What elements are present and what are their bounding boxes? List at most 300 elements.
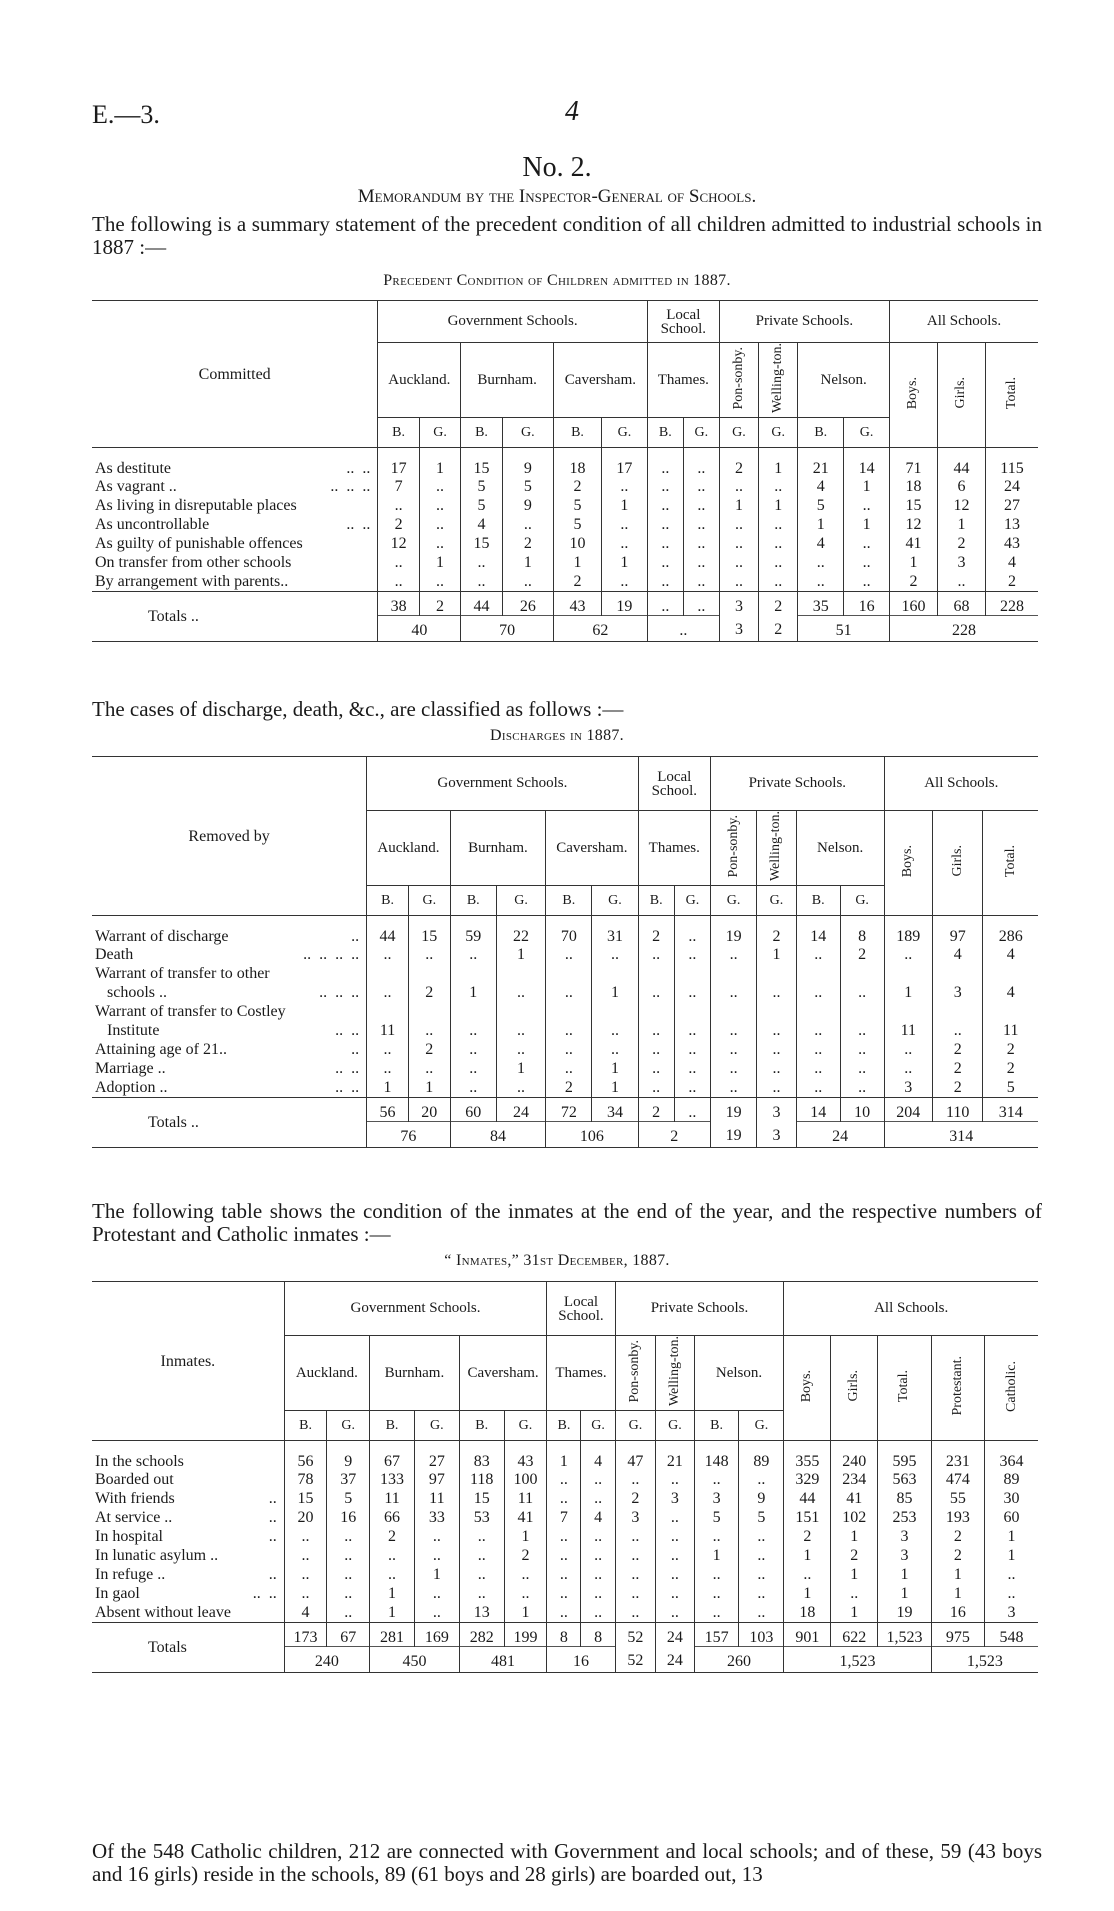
t1-subhead-0: B. [378,418,419,448]
table-cell: .. [547,1470,581,1489]
table-cell: .. [461,553,502,572]
table-cell: .. [592,945,638,964]
totals-label: Totals .. [92,591,378,641]
table-cell: .. [419,496,460,515]
t2-school-auckland: Auckland. [367,811,451,886]
table-cell: .. [759,477,798,496]
inmates-sentence: The following table shows the condition of the inmates at the end of the year, and the respective numbers of Protestant and Catholic inmates :— [92,1199,1042,1246]
table-cell: .. [408,1059,450,1078]
table-cell: 189 [884,916,932,946]
table-cell: 44 [937,448,985,478]
table-cell: .. [844,496,890,515]
table-cell: 1 [502,553,553,572]
table1-rowhead: Committed [92,301,378,448]
table-cell: .. [739,1565,784,1584]
table-cell: .. [450,1021,496,1040]
totals-cell: 52 [615,1622,656,1646]
table-cell: 5 [554,515,602,534]
table-cell: .. [674,916,710,946]
row-label-text: Institute [95,1022,160,1040]
table-cell: .. [647,496,683,515]
table-cell: 83 [459,1441,504,1471]
totals-cell: 173 [284,1622,327,1646]
table-cell: 20 [284,1508,327,1527]
table-cell: 1 [784,1546,831,1565]
row-label-text: Attaining age of 21.. [95,1041,227,1059]
t3-school-nelson: Nelson. [694,1336,784,1411]
table-cell: 3 [878,1546,931,1565]
t2-all-total: Total. [1002,844,1018,878]
precedent-condition-table [92,300,1038,642]
table-cell: 37 [327,1470,370,1489]
table-cell: 3 [884,1078,932,1097]
totals-cell: 14 [796,1097,840,1121]
totals-cell: 157 [694,1622,739,1646]
table-row [92,983,1038,1002]
totals-cell: 35 [798,591,844,615]
table-cell: 41 [831,1489,878,1508]
row-label-dots: .. [351,1041,360,1059]
table-cell: 7 [378,477,419,496]
row-label-text: As destitute [95,460,171,478]
table-cell: 22 [496,916,545,946]
table-cell: .. [284,1527,327,1546]
table-cell: .. [694,1584,739,1603]
table-cell: .. [459,1584,504,1603]
table-cell: 1 [496,1059,545,1078]
table-cell: .. [638,1059,674,1078]
table-cell: 2 [502,534,553,553]
table-cell: 595 [878,1441,931,1471]
table-cell: 18 [784,1603,831,1622]
table-cell: .. [844,572,890,591]
table-cell: .. [656,1603,694,1622]
combined-total: 3 [757,1121,797,1147]
table-cell: .. [932,1021,983,1040]
row-label-dots: .. .. [335,1022,360,1040]
table-cell: .. [546,1059,592,1078]
row-label [92,1470,284,1489]
table-cell: .. [757,1021,797,1040]
table-cell: 2 [408,1040,450,1059]
row-label-text: As living in disreputable places [95,497,297,515]
t1-group-private: Private Schools. [719,301,889,343]
table-cell: .. [656,1565,694,1584]
table-cell: .. [647,515,683,534]
t3-all-boys: Boys. [799,1369,815,1403]
table-cell: .. [719,553,758,572]
table-row [92,1565,1038,1584]
table-cell: 21 [798,448,844,478]
combined-total: 76 [367,1121,451,1147]
row-label-dots: .. .. [252,1585,277,1603]
table-cell: .. [638,1040,674,1059]
table-cell: .. [327,1603,370,1622]
table-cell: 53 [459,1508,504,1527]
row-label [92,1565,284,1584]
t3-subhead-9: G. [656,1411,694,1441]
table-cell: .. [694,1470,739,1489]
table-cell: .. [408,945,450,964]
table-cell: 148 [694,1441,739,1471]
table-cell: 364 [985,1441,1038,1471]
table-cell: .. [757,1040,797,1059]
table-cell: .. [674,1059,710,1078]
table-cell: 1 [831,1565,878,1584]
table-cell: 231 [931,1441,984,1471]
table-cell: 70 [546,916,592,946]
table-cell: 89 [985,1470,1038,1489]
row-label-text: On transfer from other schools [95,554,292,572]
row-label-text: By arrangement with parents.. [95,572,289,590]
table-row [92,964,1038,983]
table-cell: .. [840,1059,884,1078]
table-cell: 16 [327,1508,370,1527]
table-cell: .. [759,553,798,572]
table2-rowhead: Removed by [92,757,367,916]
table-cell: .. [638,983,674,1002]
table-cell: .. [759,515,798,534]
table-cell: 2 [554,572,602,591]
t1-subhead-1: G. [419,418,460,448]
combined-total: 84 [450,1121,546,1147]
table-row [92,572,1038,591]
row-label [92,1584,284,1603]
row-label-text: Warrant of transfer to other [95,965,270,983]
table-cell: .. [367,945,409,964]
table-cell [840,1002,884,1021]
t2-group-all: All Schools. [884,757,1038,811]
table-cell: 2 [931,1546,984,1565]
totals-cell: 199 [504,1622,547,1646]
table-row [92,1441,1038,1471]
table-cell: .. [581,1584,615,1603]
row-label-text: Warrant of discharge [95,928,229,946]
combined-total: 1,523 [784,1646,931,1672]
table-cell: 56 [284,1441,327,1471]
table-cell: .. [419,534,460,553]
table-cell: .. [739,1527,784,1546]
table-cell: 3 [694,1489,739,1508]
table-cell: .. [985,1584,1038,1603]
table-cell: 1 [419,448,460,478]
table-cell: .. [615,1527,656,1546]
combined-total: 240 [284,1646,369,1672]
row-label-text: In hospital [95,1528,163,1546]
table-cell: 9 [739,1489,784,1508]
table-cell: .. [408,1021,450,1040]
t3-subhead-5: G. [504,1411,547,1441]
table-cell: 14 [796,916,840,946]
table-cell: .. [647,477,683,496]
table-cell: 3 [878,1527,931,1546]
inmates-table [92,1281,1038,1673]
table-cell: 97 [414,1470,459,1489]
table-cell: 1 [844,515,890,534]
row-label-text: In lunatic asylum .. [95,1547,219,1565]
row-label [92,534,378,553]
table-cell: .. [327,1546,370,1565]
table-cell: 67 [370,1441,415,1471]
table-cell: .. [711,1021,757,1040]
row-label [92,553,378,572]
table-cell: .. [796,983,840,1002]
t3-all-protestant: Protestant. [949,1356,965,1416]
table-row [92,496,1038,515]
row-label [92,515,378,534]
t2-subhead-2: B. [450,886,496,916]
t2-subhead-10: B. [796,886,840,916]
table-cell: .. [739,1603,784,1622]
table-cell: 2 [983,1040,1038,1059]
table-cell: .. [796,1040,840,1059]
row-label-text: Marriage .. [95,1060,166,1078]
table-cell: .. [461,572,502,591]
table-cell: 2 [985,572,1038,591]
t2-subhead-3: G. [496,886,545,916]
t1-subhead-5: G. [602,418,648,448]
t2-subhead-1: G. [408,886,450,916]
table-cell [408,964,450,983]
table-cell: 1 [602,496,648,515]
table-row [92,1603,1038,1622]
table-cell: 1 [884,983,932,1002]
table-cell: 102 [831,1508,878,1527]
table-cell: 240 [831,1441,878,1471]
table-cell: 12 [889,515,937,534]
table-cell: 11 [367,1021,409,1040]
t2-subhead-11: G. [840,886,884,916]
table-cell: .. [844,534,890,553]
row-label-text: As guilty of punishable offences [95,535,303,553]
table-cell: 1 [831,1603,878,1622]
table-cell: .. [656,1546,694,1565]
table-cell: .. [615,1546,656,1565]
table-row [92,1489,1038,1508]
table-cell: 5 [694,1508,739,1527]
table-cell: 3 [985,1603,1038,1622]
t3-subhead-3: G. [414,1411,459,1441]
table-cell: 4 [983,945,1038,964]
table-cell: 11 [504,1489,547,1508]
table-cell [496,1002,545,1021]
table-cell: 1 [831,1527,878,1546]
row-label-dots: .. .. [335,1060,360,1078]
page-number: 4 [565,96,579,127]
table-cell: 1 [504,1527,547,1546]
table-cell: .. [674,1078,710,1097]
table-cell: .. [419,515,460,534]
table-cell [796,964,840,983]
t3-subhead-0: B. [284,1411,327,1441]
table-cell: .. [496,1021,545,1040]
table-cell: 97 [932,916,983,946]
table-cell: .. [683,477,719,496]
table-cell: 2 [615,1489,656,1508]
table-cell: .. [378,553,419,572]
table-cell: 2 [719,448,758,478]
t1-subhead-2: B. [461,418,502,448]
table-cell: .. [615,1603,656,1622]
totals-cell: 1,523 [878,1622,931,1646]
table-cell: .. [419,477,460,496]
table-cell: .. [327,1565,370,1584]
row-label-text: Adoption .. [95,1078,168,1096]
table-cell: .. [367,1040,409,1059]
table-cell: .. [615,1565,656,1584]
totals-cell: 24 [496,1097,545,1121]
table-cell: 19 [878,1603,931,1622]
table-cell: .. [504,1565,547,1584]
table-cell: 43 [985,534,1038,553]
combined-total: 24 [656,1646,694,1672]
table-cell: .. [284,1546,327,1565]
table-row [92,1584,1038,1603]
table-cell [711,964,757,983]
totals-cell: .. [647,591,683,615]
table-cell: .. [884,1059,932,1078]
table-cell: 10 [554,534,602,553]
row-label-text: With friends [95,1490,175,1508]
totals-cell: .. [683,591,719,615]
table-cell [592,1002,638,1021]
t1-group-all: All Schools. [889,301,1038,343]
table-cell: 11 [370,1489,415,1508]
table-row [92,1527,1038,1546]
t1-subhead-7: G. [683,418,719,448]
totals-cell: 38 [378,591,419,615]
table-row [92,1508,1038,1527]
row-label [92,945,367,964]
table-cell [546,964,592,983]
totals-cell: 314 [983,1097,1038,1121]
totals-cell: 103 [739,1622,784,1646]
table-cell: .. [647,553,683,572]
t3-group-private: Private Schools. [615,1282,784,1336]
table-cell: .. [719,572,758,591]
table-cell [711,1002,757,1021]
totals-cell: 2 [638,1097,674,1121]
table-cell: .. [759,572,798,591]
table-cell: .. [450,1059,496,1078]
closing-paragraph: Of the 548 Catholic children, 212 are connected with Government and local schools; and of these, 59 (43 boys and 16 girls) reside in the schools, 89 (61 boys and 28 girls) are boarded out, 13 [92,1839,1042,1886]
totals-cell: 622 [831,1622,878,1646]
t3-school-wellington: Welling-ton. [666,1336,682,1407]
table-cell: 1 [798,515,844,534]
table-cell: 6 [937,477,985,496]
row-label-dots: .. [268,1566,277,1584]
table-cell: .. [719,477,758,496]
table-cell: .. [450,1078,496,1097]
table-cell: 4 [798,534,844,553]
table-cell: 2 [932,1040,983,1059]
t3-subhead-7: G. [581,1411,615,1441]
table-cell: 21 [656,1441,694,1471]
table-cell: 15 [284,1489,327,1508]
table-cell: .. [683,572,719,591]
table-cell: .. [796,1021,840,1040]
table-cell: 1 [592,1059,638,1078]
table-cell: .. [694,1565,739,1584]
table-cell: .. [581,1546,615,1565]
table-cell [884,964,932,983]
table1-caption: Precedent Condition of Children admitted in 1887. [383,272,731,289]
table-cell: 7 [547,1508,581,1527]
table-cell: .. [504,1584,547,1603]
table-cell: .. [496,1078,545,1097]
table-cell: 1 [694,1546,739,1565]
table-cell: 1 [547,1441,581,1471]
table-row [92,1546,1038,1565]
table-cell: 2 [932,1059,983,1078]
t2-school-thames: Thames. [638,811,711,886]
table-cell: .. [414,1527,459,1546]
table-cell: 17 [378,448,419,478]
row-label [92,1527,284,1546]
combined-total: 314 [884,1121,1038,1147]
table-cell: 1 [450,983,496,1002]
row-label-text: In refuge .. [95,1566,166,1584]
t2-group-government: Government Schools. [367,757,638,811]
table-cell: 47 [615,1441,656,1471]
combined-total: 51 [798,615,890,641]
combined-total: 3 [719,615,758,641]
t2-subhead-9: G. [757,886,797,916]
t3-school-ponsonby: Pon-sonby. [627,1339,643,1403]
t3-all-catholic: Catholic. [1003,1360,1019,1412]
row-label-text: Boarded out [95,1471,174,1489]
table-cell: .. [711,1078,757,1097]
table-cell [983,964,1038,983]
table-cell: 59 [450,916,496,946]
table-cell: 1 [370,1584,415,1603]
table-cell: .. [615,1470,656,1489]
table-cell: .. [327,1527,370,1546]
table-cell: .. [502,572,553,591]
table-row [92,1059,1038,1078]
row-label [92,964,367,983]
table-cell: 4 [983,983,1038,1002]
table-cell [450,1002,496,1021]
row-label [92,496,378,515]
document-code: E.—3. [92,100,160,129]
table-row [92,1021,1038,1040]
table-cell: .. [683,448,719,478]
row-label-text: As vagrant .. [95,478,177,496]
table-row [92,553,1038,572]
table-cell: 1 [844,477,890,496]
combined-total: 16 [547,1646,615,1672]
table-cell: 5 [461,477,502,496]
table-cell: 1 [889,553,937,572]
table-cell: .. [798,572,844,591]
table-row [92,1470,1038,1489]
combined-total: .. [647,615,719,641]
table-cell: 151 [784,1508,831,1527]
table-cell: 27 [985,496,1038,515]
table-cell: .. [547,1489,581,1508]
totals-cell: 281 [370,1622,415,1646]
table-cell: 9 [502,448,553,478]
t1-school-ponsonby: Pon-sonby. [730,346,746,410]
table-cell: 3 [615,1508,656,1527]
table-cell: .. [546,945,592,964]
table-cell: 30 [985,1489,1038,1508]
t3-school-caversham: Caversham. [459,1336,547,1411]
table-cell: 55 [931,1489,984,1508]
table-cell: .. [496,983,545,1002]
table-cell: .. [757,983,797,1002]
